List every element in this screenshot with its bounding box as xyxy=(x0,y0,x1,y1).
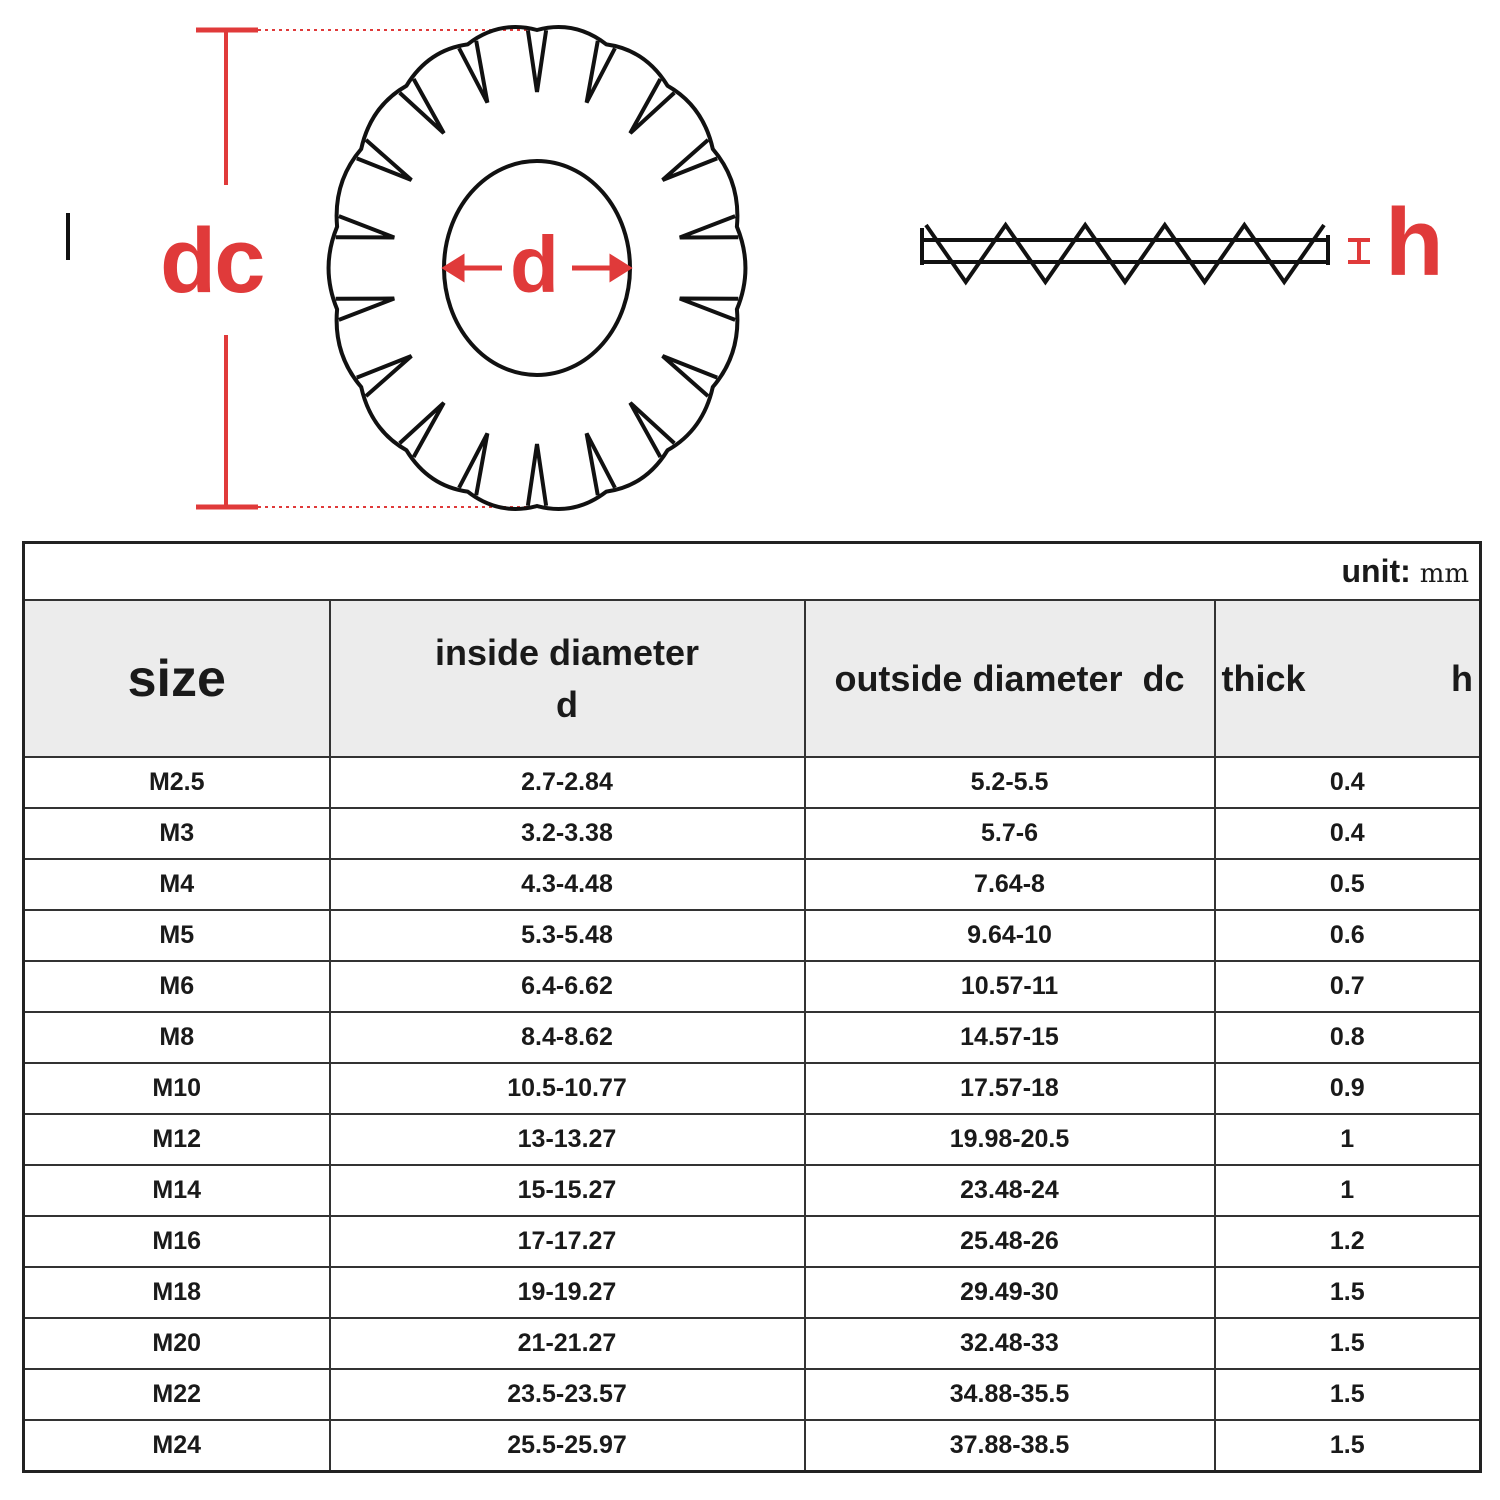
header-size: size xyxy=(24,600,330,757)
cell-inside-diameter: 10.5-10.77 xyxy=(330,1063,805,1114)
cell-size: M12 xyxy=(24,1114,330,1165)
washer-tooth xyxy=(680,299,739,320)
cell-inside-diameter: 17-17.27 xyxy=(330,1216,805,1267)
washer-tooth xyxy=(528,444,546,506)
table-row xyxy=(24,1369,1481,1420)
cell-thickness: 0.5 xyxy=(1215,859,1481,910)
cell-inside-diameter: 2.7-2.84 xyxy=(330,757,805,808)
washer-tooth xyxy=(663,140,718,180)
thickness-dimension-mark xyxy=(1348,240,1370,262)
table-row xyxy=(24,1114,1481,1165)
cell-outside-diameter: 14.57-15 xyxy=(805,1012,1215,1063)
cell-thickness: 1 xyxy=(1215,1165,1481,1216)
cell-inside-diameter: 15-15.27 xyxy=(330,1165,805,1216)
table-row xyxy=(24,757,1481,808)
header-inside-line2: d xyxy=(556,683,578,725)
table-row xyxy=(24,910,1481,961)
cell-outside-diameter: 19.98-20.5 xyxy=(805,1114,1215,1165)
header-thick-label: thick xyxy=(1221,657,1306,699)
inside-diameter-label: d xyxy=(510,220,559,309)
cell-size: M14 xyxy=(24,1165,330,1216)
outside-diameter-label: dc xyxy=(160,210,264,312)
table-row xyxy=(24,1267,1481,1318)
header-thick xyxy=(1215,600,1481,757)
table-row xyxy=(24,1012,1481,1063)
table-row xyxy=(24,1420,1481,1472)
thickness-label: h xyxy=(1385,189,1444,296)
cell-thickness: 1.5 xyxy=(1215,1369,1481,1420)
header-inside-diameter xyxy=(330,600,805,757)
cell-outside-diameter: 5.7-6 xyxy=(805,808,1215,859)
cell-outside-diameter: 9.64-10 xyxy=(805,910,1215,961)
cell-size: M5 xyxy=(24,910,330,961)
washer-tooth xyxy=(587,433,615,495)
cell-size: M20 xyxy=(24,1318,330,1369)
cell-inside-diameter: 25.5-25.97 xyxy=(330,1420,805,1472)
washer-tooth xyxy=(663,356,718,396)
cell-inside-diameter: 4.3-4.48 xyxy=(330,859,805,910)
washer-diagram xyxy=(0,0,1500,530)
cell-thickness: 0.8 xyxy=(1215,1012,1481,1063)
unit-cell xyxy=(24,543,1481,601)
cell-inside-diameter: 23.5-23.57 xyxy=(330,1369,805,1420)
cell-size: M8 xyxy=(24,1012,330,1063)
cell-thickness: 0.9 xyxy=(1215,1063,1481,1114)
cell-inside-diameter: 8.4-8.62 xyxy=(330,1012,805,1063)
washer-tooth xyxy=(459,433,487,495)
header-thick-symbol: h xyxy=(1451,657,1473,699)
table-row xyxy=(24,808,1481,859)
washer-tooth xyxy=(336,299,395,320)
washer-tooth xyxy=(336,216,395,237)
washer-side-view xyxy=(922,225,1328,282)
cell-inside-diameter: 3.2-3.38 xyxy=(330,808,805,859)
cell-size: M10 xyxy=(24,1063,330,1114)
cell-outside-diameter: 7.64-8 xyxy=(805,859,1215,910)
washer-tooth xyxy=(680,216,739,237)
cell-outside-diameter: 37.88-38.5 xyxy=(805,1420,1215,1472)
table-row xyxy=(24,1216,1481,1267)
cell-outside-diameter: 29.49-30 xyxy=(805,1267,1215,1318)
cell-thickness: 1.5 xyxy=(1215,1267,1481,1318)
cell-size: M6 xyxy=(24,961,330,1012)
cell-size: M2.5 xyxy=(24,757,330,808)
header-outside-diameter: outside diameter dc xyxy=(805,600,1215,757)
cell-outside-diameter: 17.57-18 xyxy=(805,1063,1215,1114)
table-row xyxy=(24,961,1481,1012)
cell-outside-diameter: 23.48-24 xyxy=(805,1165,1215,1216)
cell-size: M16 xyxy=(24,1216,330,1267)
unit-value: mm xyxy=(1419,559,1469,589)
cell-inside-diameter: 13-13.27 xyxy=(330,1114,805,1165)
side-view-teeth xyxy=(926,225,1324,282)
cell-thickness: 1 xyxy=(1215,1114,1481,1165)
cell-outside-diameter: 25.48-26 xyxy=(805,1216,1215,1267)
cell-thickness: 0.7 xyxy=(1215,961,1481,1012)
table-row xyxy=(24,1165,1481,1216)
cell-thickness: 0.4 xyxy=(1215,757,1481,808)
cell-thickness: 0.6 xyxy=(1215,910,1481,961)
header-inside-line1: inside diameter xyxy=(434,631,700,673)
cell-thickness: 0.4 xyxy=(1215,808,1481,859)
unit-label: unit: xyxy=(1341,553,1411,589)
cell-inside-diameter: 6.4-6.62 xyxy=(330,961,805,1012)
cell-size: M24 xyxy=(24,1420,330,1472)
cell-outside-diameter: 32.48-33 xyxy=(805,1318,1215,1369)
table-body xyxy=(24,757,1481,1472)
washer-spec-table xyxy=(22,541,1482,1473)
table-row xyxy=(24,859,1481,910)
washer-tooth xyxy=(459,41,487,103)
cell-inside-diameter: 5.3-5.48 xyxy=(330,910,805,961)
header-row xyxy=(24,600,1481,757)
cell-inside-diameter: 19-19.27 xyxy=(330,1267,805,1318)
cell-size: M3 xyxy=(24,808,330,859)
table-row xyxy=(24,1318,1481,1369)
cell-size: M18 xyxy=(24,1267,330,1318)
cell-inside-diameter: 21-21.27 xyxy=(330,1318,805,1369)
cell-outside-diameter: 10.57-11 xyxy=(805,961,1215,1012)
washer-tooth xyxy=(357,356,412,396)
unit-row xyxy=(24,543,1481,601)
table-row xyxy=(24,1063,1481,1114)
cell-size: M22 xyxy=(24,1369,330,1420)
cell-thickness: 1.2 xyxy=(1215,1216,1481,1267)
cell-thickness: 1.5 xyxy=(1215,1318,1481,1369)
cell-outside-diameter: 34.88-35.5 xyxy=(805,1369,1215,1420)
washer-tooth xyxy=(357,140,412,180)
washer-tooth xyxy=(587,41,615,103)
cell-size: M4 xyxy=(24,859,330,910)
cell-outside-diameter: 5.2-5.5 xyxy=(805,757,1215,808)
washer-tooth xyxy=(528,30,546,92)
cell-thickness: 1.5 xyxy=(1215,1420,1481,1472)
